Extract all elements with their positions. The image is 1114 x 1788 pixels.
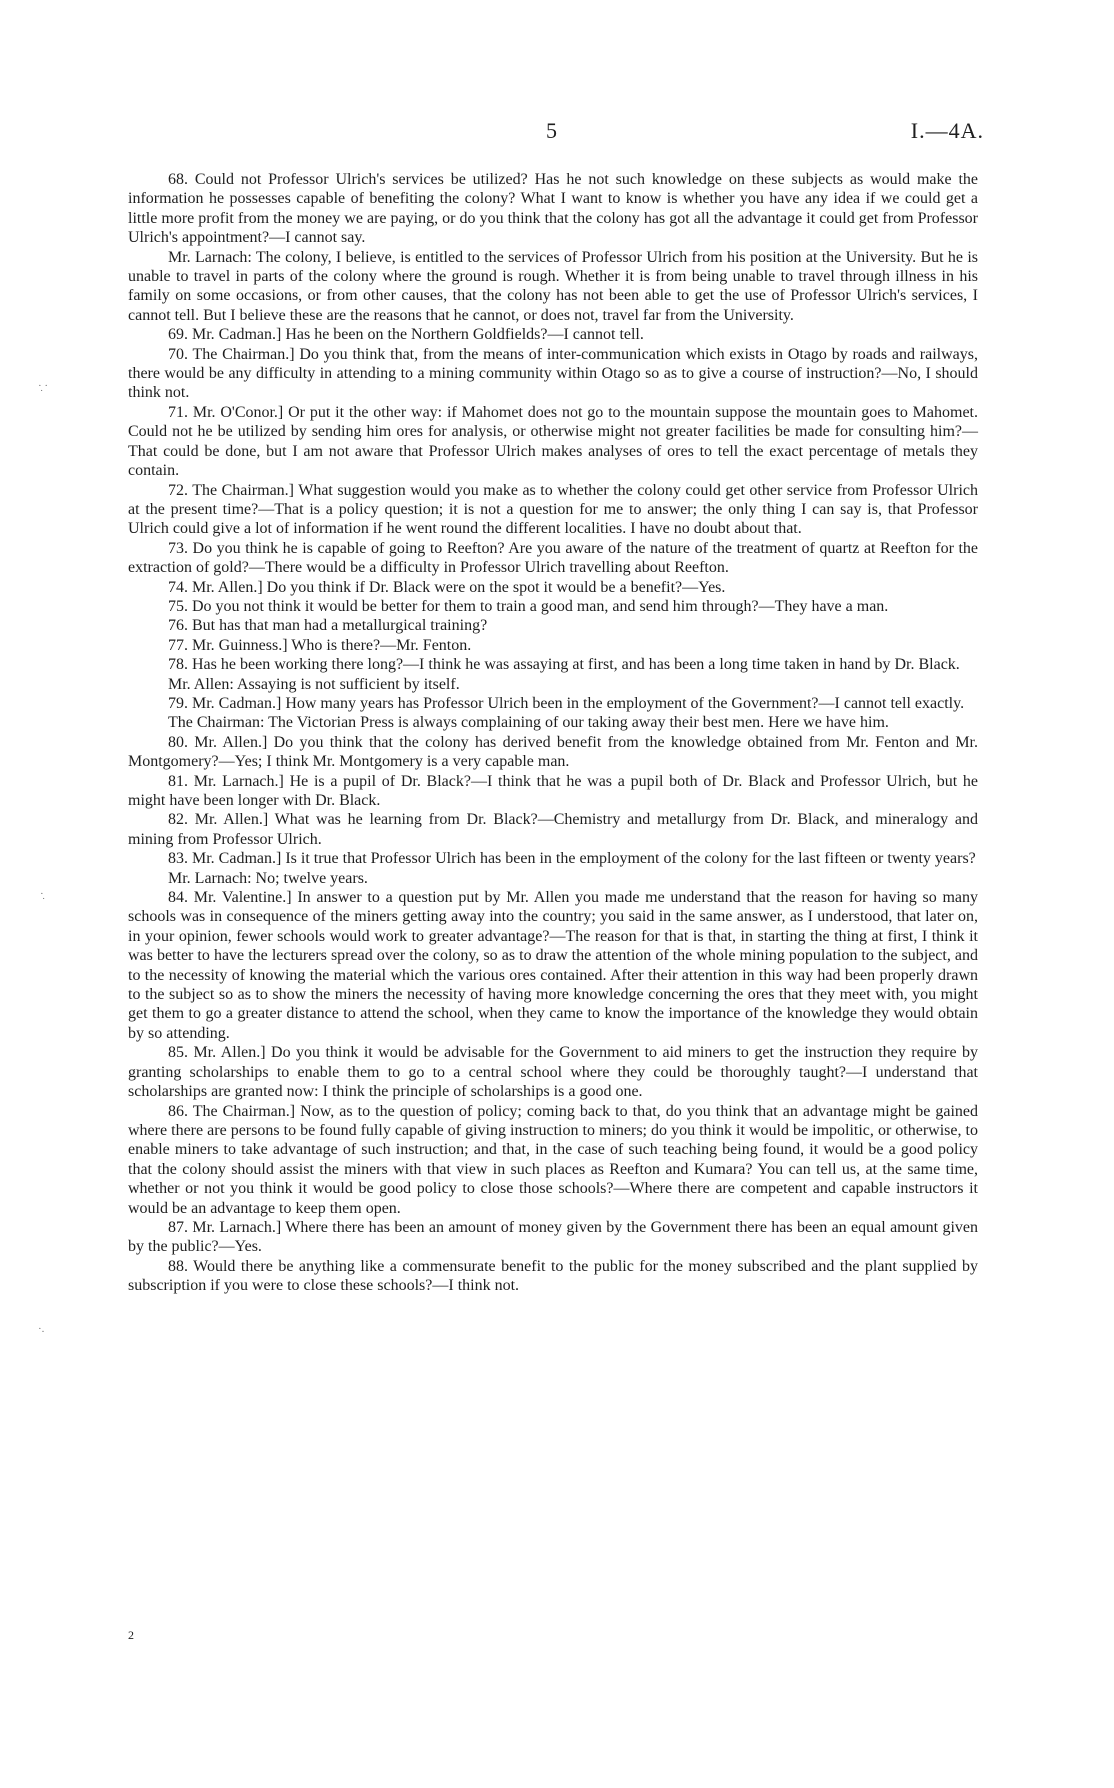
- paragraph: 75. Do you not think it would be better for them to train a good man, and send him through?—They have a man.: [168, 597, 889, 615]
- paragraph: 76. But has that man had a metallurgical training?: [168, 617, 488, 635]
- document-reference: I.—4A.: [910, 118, 984, 143]
- paragraph: 83. Mr. Cadman.] Is it true that Professor Ulrich has been in the employment of the colony for the last fifteen or twenty years?: [168, 850, 976, 868]
- paragraph: 77. Mr. Guinness.] Who is there?—Mr. Fenton.: [168, 636, 472, 654]
- paragraph: 85. Mr. Allen.] Do you think it would be advisable for the Government to aid miners to get the instruction they require by granting scholarships to enable them to go to a central school where they could be thoroughly taught?—I understand that scholarships are granted now: I think the principle of scholarships is a good one.: [128, 1044, 978, 1101]
- paragraph: Mr. Larnach: No; twelve years.: [168, 869, 368, 887]
- minutes-of-evidence: [128, 170, 978, 1296]
- paragraph: 74. Mr. Allen.] Do you think if Dr. Black were on the spot it would be a benefit?—Yes.: [168, 578, 726, 596]
- paragraph: 78. Has he been working there long?—I think he was assaying at first, and has been a long time taken in hand by Dr. Black.: [168, 656, 960, 674]
- paragraph: 80. Mr. Allen.] Do you think that the colony has derived benefit from the knowledge obtained from Mr. Fenton and Mr. Montgomery?—Yes; I think Mr. Montgomery is a very capable man.: [128, 733, 978, 771]
- paragraph: 69. Mr. Cadman.] Has he been on the Northern Goldfields?—I cannot tell.: [168, 326, 644, 344]
- paragraph: 68. Could not Professor Ulrich's services be utilized? Has he not such knowledge on these subjects as would make the information he possesses capable of benefiting the colony? What I want to know is whether you have any idea if we could get a little more profit from the money we are paying, or do you think that the colony has got all the advantage it could get from Professor Ulrich's appointment?—I cannot say.: [128, 171, 978, 247]
- page-header: [0, 118, 1114, 148]
- paragraph: 87. Mr. Larnach.] Where there has been an amount of money given by the Government there has been an equal amount given by the public?—Yes.: [128, 1218, 978, 1256]
- paragraph: Mr. Allen: Assaying is not sufficient by itself.: [168, 675, 460, 693]
- paragraph: 79. Mr. Cadman.] How many years has Professor Ulrich been in the employment of the Government?—I cannot tell exactly.: [168, 694, 965, 712]
- paragraph: 72. The Chairman.] What suggestion would you make as to whether the colony could get other service from Professor Ulrich at the present time?—That is a policy question; it is not a question for me to answer; the only thing I can say is, that Professor Ulrich could give a lot of information if he went round the different localities. I have no doubt about that.: [128, 481, 978, 538]
- paragraph: Mr. Larnach: The colony, I believe, is entitled to the services of Professor Ulrich from his position at the University. But he is unable to travel in parts of the colony where the ground is rough. Whether it is from being unable to travel through illness in his family on some occasions, or from other causes, that the colony has not been able to get the use of Professor Ulrich's services, I cannot tell. But I believe these are the reasons that he cannot, or does not, travel far from the University.: [128, 248, 978, 324]
- margin-mark: ·̣ ·: [38, 380, 49, 392]
- paragraph: 81. Mr. Larnach.] He is a pupil of Dr. Black?—I think that he was a pupil both of Dr. Black and Professor Ulrich, but he might have been longer with Dr. Black.: [128, 772, 978, 809]
- margin-mark: ·.: [38, 1323, 45, 1335]
- paragraph: 82. Mr. Allen.] What was he learning from Dr. Black?—Chemistry and metallurgy from Dr. Black, and mineralogy and mining from Professor Ulrich.: [128, 811, 978, 848]
- page-number: 5: [546, 118, 557, 143]
- paragraph: 84. Mr. Valentine.] In answer to a question put by Mr. Allen you made me understand that the reason for having so many schools was in consequence of the miners getting away into the country; you said in the same answer, as I understood, that later on, in your opinion, fewer schools would work to greater advantage?—The reason for that is that, in starting the thing at first, I think it was better to have the lecturers spread over the colony, so as to draw the attention of the whole mining population to the subject, and to the necessity of knowing the material which the various ores contained. After their attention in this way had been properly drawn to the subject so as to show the miners the necessity of having more knowledge concerning the ores that they meet with, you might get them to go a greater distance to attend the school, when they came to know the importance of the knowledge they would obtain by so attending.: [128, 889, 978, 1042]
- paragraph: 71. Mr. O'Conor.] Or put it the other way: if Mahomet does not go to the mountain suppose the mountain goes to Mahomet. Could not he be utilized by sending him ores for analysis, or otherwise might not greater facilities be made for consulting him?—That could be done, but I am not aware that Professor Ulrich makes analyses of ores to tell the exact percentage of metals they contain.: [128, 403, 978, 480]
- paragraph: 73. Do you think he is capable of going to Reefton? Are you aware of the nature of the treatment of quartz at Reefton for the extraction of gold?—There would be a difficulty in Professor Ulrich travelling about Reefton.: [128, 539, 978, 577]
- paragraph: 70. The Chairman.] Do you think that, from the means of inter-communication which exists in Otago by roads and railways, there would be any difficulty in attending to a mining community within Otago so as to give a course of instruction?—No, I should think not.: [128, 345, 978, 402]
- paragraph: The Chairman: The Victorian Press is always complaining of our taking away their best men. Here we have him.: [168, 714, 889, 732]
- paragraph: 88. Would there be anything like a commensurate benefit to the public for the money subscribed and the plant supplied by subscription if you were to close these schools?—I think not.: [128, 1257, 978, 1295]
- paragraph: 86. The Chairman.] Now, as to the question of policy; coming back to that, do you think that an advantage might be gained where there are persons to be found fully capable of giving instruction to miners; do you think it would be impolitic, or otherwise, to enable miners to take advantage of such instruction; and that, in the case of such teaching being found, it would be a good policy that the colony should assist the miners with that view in such places as Reefton and Kumara? You can tell us, at the same time, whether or not you think it would be good policy to close those schools?—Where there are competent and capable instructors it would be an advantage to keep them open.: [128, 1102, 978, 1217]
- margin-mark: ·̣: [40, 888, 44, 900]
- signature-mark: 2: [128, 1628, 134, 1642]
